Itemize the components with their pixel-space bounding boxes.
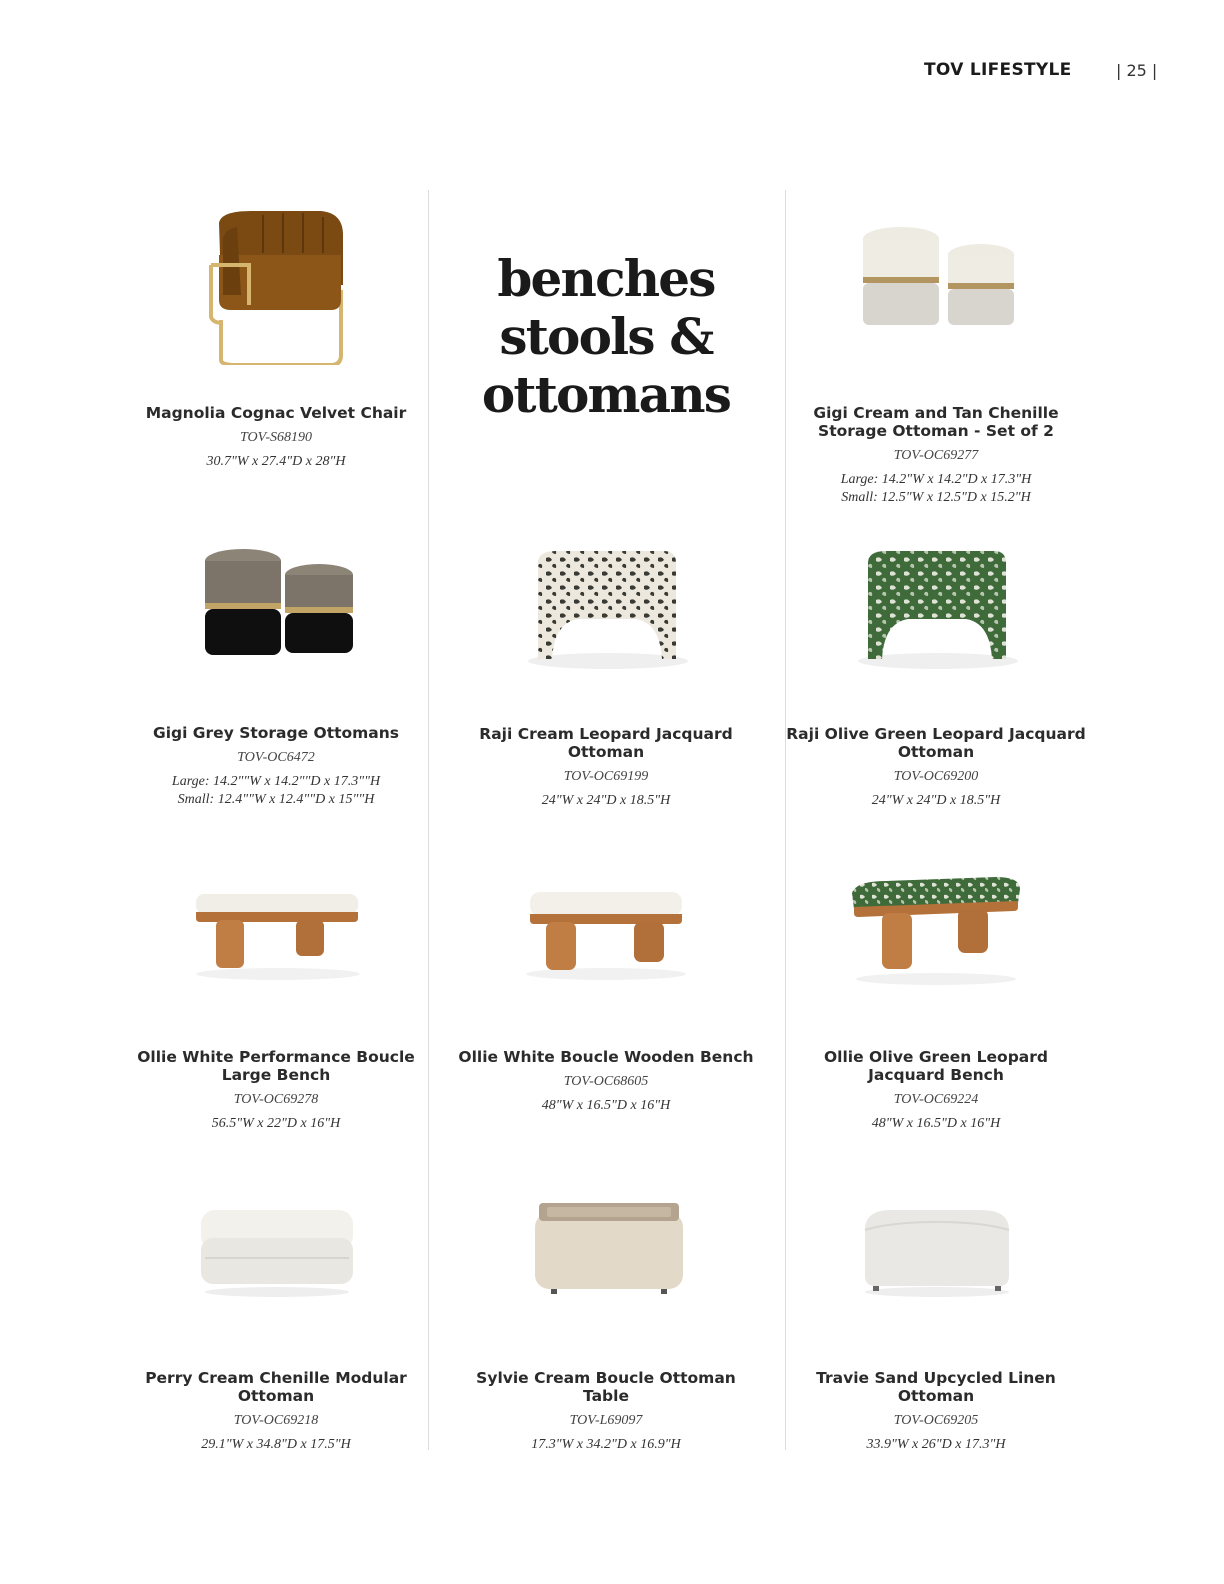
- product-dimensions: [456, 792, 756, 810]
- product-dimensions: [456, 1097, 756, 1115]
- dimension-line: 33.9"W x 26"D x 17.3"H: [866, 1437, 1006, 1452]
- modular-ottoman-icon: [191, 1200, 361, 1300]
- product-name: Raji Olive Green Leopard Jacquard Ottoman: [786, 725, 1086, 761]
- product-dimensions: [786, 792, 1086, 810]
- product-card: [786, 200, 1086, 507]
- product-image: [786, 1165, 1086, 1335]
- product-card: [456, 1165, 756, 1454]
- product-card: [786, 844, 1086, 1133]
- section-title-line: ottomans: [481, 365, 731, 424]
- product-sku: TOV-S68190: [239, 430, 313, 445]
- product-name: Ollie White Performance Boucle Large Bench: [137, 1048, 415, 1084]
- section-title: [436, 250, 776, 424]
- dimension-line: 30.7"W x 27.4"D x 28"H: [206, 454, 346, 469]
- product-image: [126, 844, 426, 1014]
- product-image: [456, 521, 756, 691]
- product-dimensions: [786, 1115, 1086, 1133]
- product-name: Gigi Grey Storage Ottomans: [152, 724, 400, 742]
- product-name: Travie Sand Upcycled Linen Ottoman: [816, 1369, 1056, 1405]
- product-card: [456, 521, 756, 810]
- product-card: [126, 520, 426, 809]
- product-image: [456, 1165, 756, 1335]
- storage-ottoman-pair-icon: [191, 545, 361, 665]
- jacquard-ottoman-icon: [846, 541, 1026, 671]
- product-card: [126, 200, 426, 471]
- product-sku: TOV-OC69218: [233, 1413, 319, 1428]
- product-sku: TOV-OC6472: [237, 750, 315, 765]
- page-number: | 25 |: [1116, 61, 1158, 80]
- product-sku: TOV-OC69199: [563, 769, 649, 784]
- dimension-line: Large: 14.2"W x 14.2"D x 17.3"H: [840, 472, 1032, 487]
- product-sku: TOV-OC69200: [893, 769, 979, 784]
- product-name: Raji Cream Leopard Jacquard Ottoman: [479, 725, 733, 761]
- product-sku: TOV-OC69278: [233, 1092, 319, 1107]
- jacquard-ottoman-icon: [516, 541, 696, 671]
- dimension-line: 24"W x 24"D x 18.5"H: [541, 793, 671, 808]
- product-image: [786, 844, 1086, 1014]
- product-name: Sylvie Cream Boucle Ottoman Table: [476, 1369, 736, 1405]
- column-divider-left: [428, 190, 429, 1450]
- dimension-line: 17.3"W x 34.2"D x 16.9"H: [531, 1437, 681, 1452]
- product-dimensions: [126, 773, 426, 809]
- product-name: Perry Cream Chenille Modular Ottoman: [145, 1369, 407, 1405]
- product-image: [786, 521, 1086, 691]
- product-card: [126, 844, 426, 1133]
- product-sku: TOV-L69097: [569, 1413, 643, 1428]
- product-dimensions: [126, 453, 426, 471]
- product-card: [786, 1165, 1086, 1454]
- product-sku: TOV-OC68605: [563, 1074, 649, 1089]
- brand-name: TOV LIFESTYLE: [924, 60, 1072, 80]
- product-card: [456, 844, 756, 1115]
- product-name: Ollie Olive Green Leopard Jacquard Bench: [824, 1048, 1048, 1084]
- dimension-line: 24"W x 24"D x 18.5"H: [871, 793, 1001, 808]
- product-image: [126, 200, 426, 370]
- section-title-line: stools &: [499, 307, 713, 366]
- page-header: [0, 60, 1224, 84]
- product-name: Magnolia Cognac Velvet Chair: [145, 404, 407, 422]
- product-card: [786, 521, 1086, 810]
- product-sku: TOV-OC69205: [893, 1413, 979, 1428]
- storage-ottoman-pair-icon: [851, 225, 1021, 345]
- product-name: Gigi Cream and Tan Chenille Storage Ottoman - Set of 2: [813, 404, 1059, 440]
- product-image: [126, 1165, 426, 1335]
- dimension-line: 48"W x 16.5"D x 16"H: [541, 1098, 671, 1113]
- section-title-line: benches: [497, 249, 715, 308]
- wooden-bench-icon: [186, 874, 366, 984]
- velvet-chair-icon: [191, 205, 361, 365]
- product-dimensions: [126, 1115, 426, 1133]
- ottoman-table-icon: [521, 1195, 691, 1305]
- wooden-bench-icon: [516, 874, 696, 984]
- product-image: [126, 520, 426, 690]
- dimension-line: Small: 12.5"W x 12.5"D x 15.2"H: [841, 490, 1031, 505]
- dimension-line: Large: 14.2""W x 14.2""D x 17.3""H: [171, 774, 381, 789]
- wooden-bench-icon: [846, 869, 1026, 989]
- product-card: [126, 1165, 426, 1454]
- dimension-line: 48"W x 16.5"D x 16"H: [871, 1116, 1001, 1131]
- product-sku: TOV-OC69224: [893, 1092, 979, 1107]
- product-image: [786, 200, 1086, 370]
- linen-ottoman-icon: [851, 1200, 1021, 1300]
- product-dimensions: [786, 1436, 1086, 1454]
- product-dimensions: [786, 471, 1086, 507]
- product-sku: TOV-OC69277: [893, 448, 979, 463]
- product-dimensions: [126, 1436, 426, 1454]
- dimension-line: 56.5"W x 22"D x 16"H: [211, 1116, 341, 1131]
- dimension-line: Small: 12.4""W x 12.4""D x 15""H: [177, 792, 375, 807]
- product-image: [456, 844, 756, 1014]
- dimension-line: 29.1"W x 34.8"D x 17.5"H: [201, 1437, 351, 1452]
- product-name: Ollie White Boucle Wooden Bench: [458, 1048, 754, 1066]
- product-dimensions: [456, 1436, 756, 1454]
